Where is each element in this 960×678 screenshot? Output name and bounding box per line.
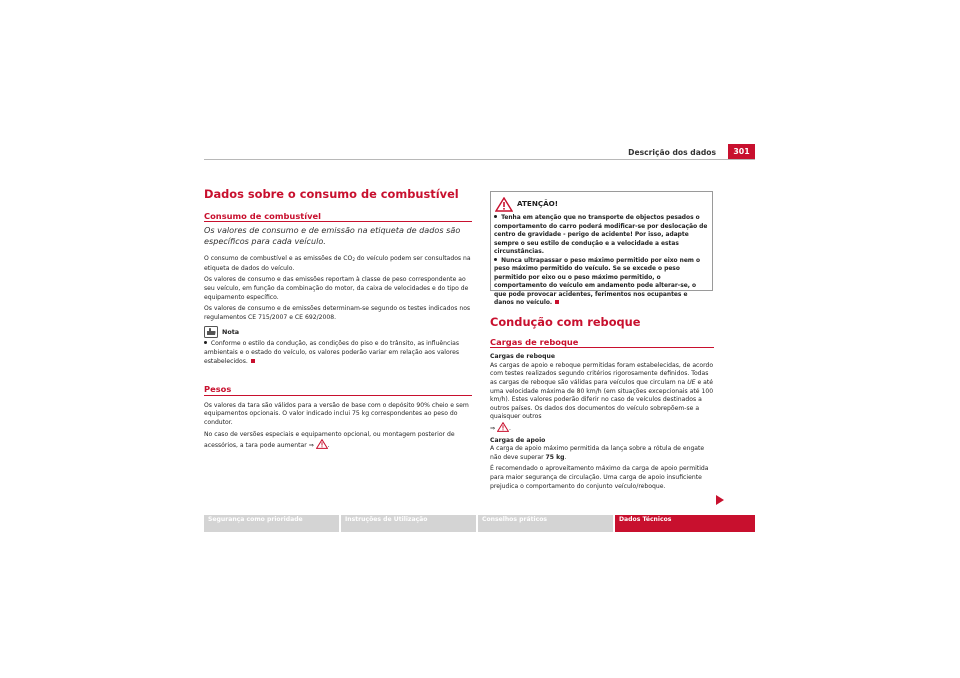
text-span: e até uma velocidade máxima de 80 km/h (em situações excepcionais até 100 km/h). Estes valores poderão diferir no caso de veículos destinados a outros países. Os dados dos documentos do veículo sobrepõem-se a quaisquer outros (490, 378, 714, 421)
text-span: No caso de versões especiais e equipamento opcional, ou montagem posterior de acessórios, a tara pode aumentar (204, 430, 455, 450)
text-span: O consumo de combustível e as emissões de CO (204, 255, 353, 263)
subsection-title-cargas: Cargas de reboque (490, 338, 714, 349)
paragraph-versoes-especiais (204, 431, 472, 451)
nota-label: Nota (222, 328, 240, 337)
ue-italic: UE (687, 378, 696, 386)
text-span: do veículo podem ser consultados na etiqueta de dados do veículo. (204, 255, 471, 272)
left-column (204, 187, 472, 454)
text-span: Nunca ultrapassar o peso máximo permitido por eixo nem o peso máximo permitido do veículo. Se se excede o peso permitido por eixo ou o peso máximo permitido, o comportamento do veículo em andamento pode alterar-se, o que pode provocar acidentes, ferimentos nos ocupantes e danos no veículo. (494, 257, 701, 306)
bullet-icon (204, 341, 207, 344)
bullet-icon (494, 215, 497, 218)
text-span: . (509, 424, 511, 432)
footer-tab-seguranca[interactable]: Segurança como prioridade (204, 515, 339, 532)
heading-cargas-apoio: Cargas de apoio (490, 436, 546, 444)
running-header-title: Descrição dos dados (628, 148, 716, 157)
warning-triangle-icon[interactable] (316, 439, 328, 449)
subsection-title-consumo: Consumo de combustível (204, 212, 472, 223)
warning-triangle-icon[interactable] (497, 422, 509, 432)
warning-box (490, 191, 713, 306)
next-page-arrow-icon[interactable] (716, 495, 724, 505)
warning-body (491, 214, 712, 308)
footer-tab-conselhos[interactable]: Conselhos práticos (478, 515, 613, 532)
header-rule (204, 159, 755, 160)
paragraph-co2 (204, 255, 472, 273)
weight-value: 75 kg (545, 453, 565, 461)
text-span: . (564, 453, 567, 461)
text-span: Conforme o estilo da condução, as condições do piso e do trânsito, as influências ambientais e o estado do veículo, os valores poderão variar em relação aos valores estabelecidos. (204, 340, 460, 365)
paragraph-carga-apoio (490, 445, 714, 462)
arrow-ref: ⇒ (490, 424, 496, 432)
paragraph-tara: Os valores da tara são válidos para a versão de base com o depósito 90% cheio e sem equipamentos opcionais. O valor indicado inclui 75 kg correspondentes ao peso do condutor. (204, 401, 469, 426)
paragraph-cargas-reboque (490, 362, 714, 434)
text-span: A carga de apoio máximo permitida da lança sobre a rótula de engate não deve superar (490, 445, 705, 461)
bullet-icon (494, 258, 497, 261)
right-column (490, 315, 714, 494)
end-marker-icon (251, 359, 255, 363)
nota-hand-icon (204, 326, 218, 338)
text-span: As cargas de apoio e reboque permitidas foram estabelecidas, de acordo com testes realizados segundo critérios rigorosamente definidos. Todas as cargas de reboque são válidas para veículos que circulam na (490, 361, 714, 386)
intro-text: Os valores de consumo e de emissão na etiqueta de dados são específicos para cada veículo. (204, 225, 461, 247)
nota-text (204, 340, 472, 366)
warning-title: ATENÇÃO! (517, 198, 559, 208)
paragraph-regulamentos: Os valores de consumo e de emissões determinam-se segundo os testes indicados nos regulamentos CE 715/2007 e CE 692/2008. (204, 305, 471, 321)
warning-item-1 (494, 214, 709, 257)
paragraph-classe-peso: Os valores de consumo e das emissões reportam à classe de peso correspondente ao seu veículo, em função da combinação do motor, da caixa de velocidades e do tipo de equipamento específico. (204, 276, 469, 301)
nota-header (204, 326, 472, 338)
warning-header (491, 192, 712, 214)
subsection-title-pesos: Pesos (204, 385, 472, 396)
co2-subscript: 2 (352, 257, 355, 263)
footer-tab-dados-tecnicos[interactable]: Dados Técnicos (615, 515, 755, 532)
warning-triangle-icon (495, 197, 513, 212)
section-title-consumo: Dados sobre o consumo de combustível (204, 187, 459, 201)
text-span: Tenha em atenção que no transporte de objectos pesados o comportamento do carro poderá modificar-se por deslocação de centro de gravidade - perigo de acidente! Por isso, adapte sempre o seu estilo de condução e a velocidade a estas circunstâncias. (494, 215, 708, 255)
text-span: . (327, 442, 330, 450)
heading-cargas-reboque: Cargas de reboque (490, 353, 555, 361)
warning-item-2 (494, 257, 709, 308)
end-marker-icon (555, 300, 559, 304)
paragraph-aproveitamento: É recomendado o aproveitamento máximo da carga de apoio permitida para maior segurança de circulação. Uma carga de apoio insuficiente prejudica o comportamento do conjunto veículo/reboque. (490, 465, 709, 490)
footer-tab-instrucoes[interactable]: Instruções de Utilização (341, 515, 476, 532)
section-title-reboque: Condução com reboque (490, 315, 641, 329)
arrow-ref: ⇒ (308, 442, 314, 450)
page-number-badge: 301 (728, 144, 755, 160)
